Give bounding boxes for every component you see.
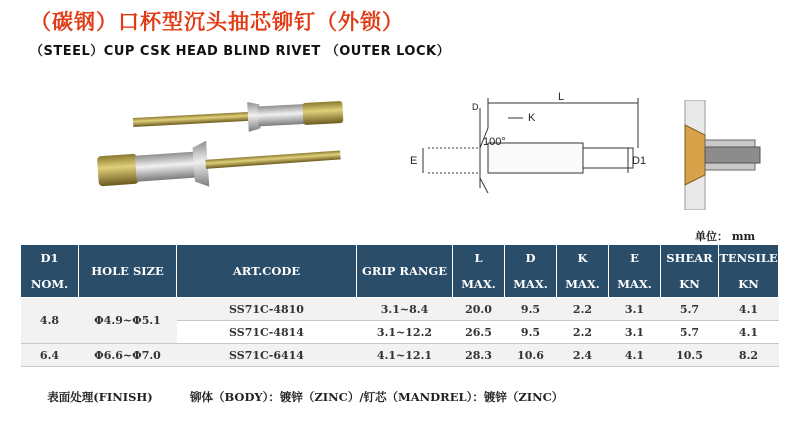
title-english: （STEEL）CUP CSK HEAD BLIND RIVET （OUTER LOCK）	[30, 44, 451, 59]
header-art-code: ART.CODE	[177, 245, 357, 298]
cell-shear: 5.7	[661, 298, 719, 321]
header-l-max: L MAX.	[453, 245, 505, 298]
header-d1-nom: D1 NOM.	[21, 245, 79, 298]
header-grip-range: GRIP RANGE	[357, 245, 453, 298]
dim-label-K: K	[528, 112, 536, 124]
cell-hole-size: Φ4.9~Φ5.1	[79, 298, 177, 344]
cell-shear: 10.5	[661, 344, 719, 367]
header-hole-size: HOLE SIZE	[79, 245, 177, 298]
cell-shear: 5.7	[661, 321, 719, 344]
dim-label-L: L	[558, 91, 565, 103]
header-e-max: E MAX.	[609, 245, 661, 298]
cell-tensile: 8.2	[719, 344, 779, 367]
rivet-upper	[132, 97, 343, 138]
unit-label: 单位： mm	[695, 230, 756, 243]
header-k-max: K MAX.	[557, 245, 609, 298]
rivet-photo	[88, 88, 358, 208]
cell-e: 3.1	[609, 298, 661, 321]
cell-d: 9.5	[505, 298, 557, 321]
cell-d1: 6.4	[21, 344, 79, 367]
cell-grip-range: 4.1~12.1	[357, 344, 453, 367]
rivet-technical-drawing	[388, 88, 653, 213]
cell-tensile: 4.1	[719, 298, 779, 321]
header-d-max: D MAX.	[505, 245, 557, 298]
cell-grip-range: 3.1~12.2	[357, 321, 453, 344]
cell-k: 2.2	[557, 298, 609, 321]
header-shear-kn: SHEAR KN	[661, 245, 719, 298]
cell-d: 9.5	[505, 321, 557, 344]
cell-d1: 4.8	[21, 298, 79, 344]
spec-table	[20, 244, 779, 367]
cell-l: 28.3	[453, 344, 505, 367]
cell-d: 10.6	[505, 344, 557, 367]
table-row	[21, 344, 779, 367]
rivet-section-view	[680, 100, 770, 210]
cell-k: 2.4	[557, 344, 609, 367]
cell-art-code: SS71C-4814	[177, 321, 357, 344]
dim-label-D1: D1	[632, 155, 647, 167]
cell-art-code: SS71C-4810	[177, 298, 357, 321]
header-tensile-kn: TENSILE KN	[719, 245, 779, 298]
finish-row	[20, 385, 778, 409]
cell-grip-range: 3.1~8.4	[357, 298, 453, 321]
cell-art-code: SS71C-6414	[177, 344, 357, 367]
title-chinese: （碳钢）口杯型沉头抽芯铆钉（外锁）	[30, 10, 404, 34]
finish-value: 铆体（BODY）：镀锌（ZINC）/钉芯（MANDREL）：镀锌（ZINC）	[190, 390, 564, 404]
cell-l: 26.5	[453, 321, 505, 344]
table-row	[21, 298, 779, 321]
cell-e: 3.1	[609, 321, 661, 344]
dim-label-D: D	[472, 102, 479, 112]
cell-k: 2.2	[557, 321, 609, 344]
table-header-row	[21, 245, 779, 298]
cell-l: 20.0	[453, 298, 505, 321]
cell-e: 4.1	[609, 344, 661, 367]
dim-label-E: E	[410, 155, 418, 167]
cell-hole-size: Φ6.6~Φ7.0	[79, 344, 177, 367]
cell-tensile: 4.1	[719, 321, 779, 344]
dim-label-angle: 100°	[483, 136, 506, 148]
finish-label: 表面处理(FINISH)	[47, 390, 153, 404]
rivet-lower	[96, 131, 342, 194]
